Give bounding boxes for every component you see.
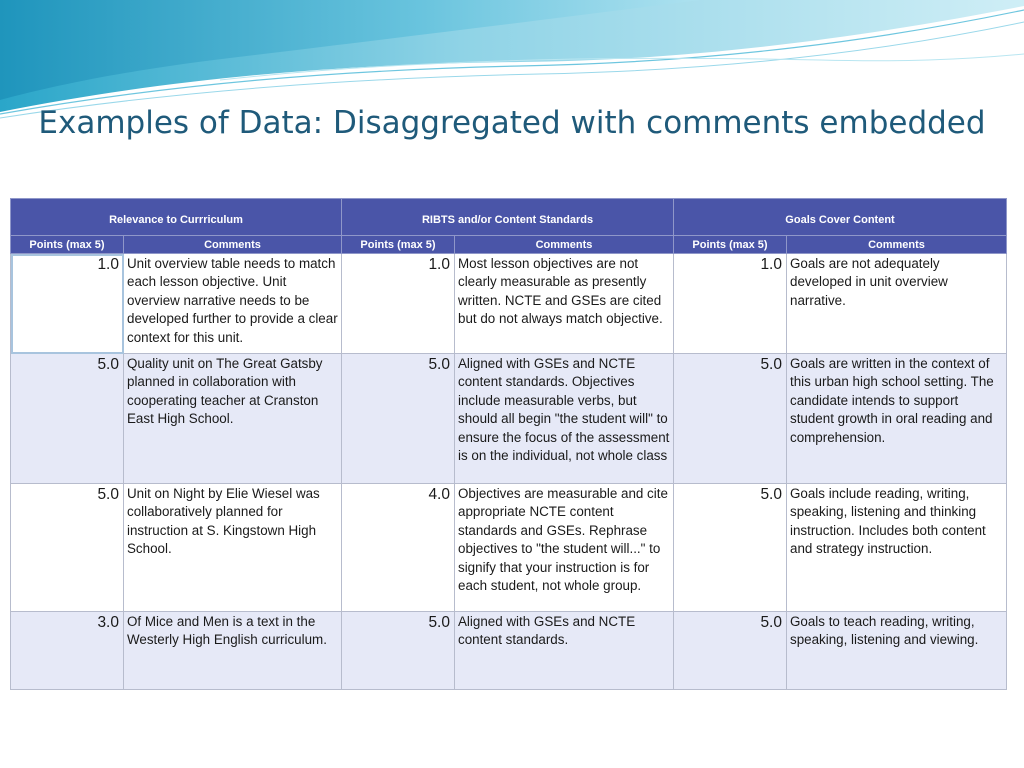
comment-cell: Goals are not adequately developed in unit overview narrative. [787,254,1007,354]
sub-header-row [11,236,1007,254]
points-header: Points (max 5) [674,236,787,254]
data-table [10,198,1007,690]
points-cell: 5.0 [674,612,787,690]
comments-header: Comments [124,236,342,254]
table-row [11,612,1007,690]
comments-header: Comments [787,236,1007,254]
points-cell: 5.0 [674,484,787,612]
slide-title: Examples of Data: Disaggregated with comments embedded [38,105,986,141]
comment-cell: Aligned with GSEs and NCTE content standards. Objectives include measurable verbs, but should all begin "the student will" to ensure the focus of the assessment is on the individual, not whole class [455,354,674,484]
table-row [11,354,1007,484]
comment-cell: Objectives are measurable and cite appropriate NCTE content standards and GSEs. Rephrase objectives to "the student will..." to signify that your instruction is for each student, not whole group. [455,484,674,612]
comment-cell: Goals include reading, writing, speaking, listening and thinking instruction. Includes both content and strategy instruction. [787,484,1007,612]
group-header-row [11,199,1007,236]
comment-cell: Most lesson objectives are not clearly measurable as presently written. NCTE and GSEs are cited but do not always match objective. [455,254,674,354]
points-cell: 1.0 [674,254,787,354]
points-cell: 1.0 [11,254,124,354]
comments-header: Comments [455,236,674,254]
points-header: Points (max 5) [11,236,124,254]
group-header: RIBTS and/or Content Standards [342,199,674,236]
points-cell: 5.0 [11,354,124,484]
group-header: Relevance to Currriculum [11,199,342,236]
points-header: Points (max 5) [342,236,455,254]
points-cell: 4.0 [342,484,455,612]
points-cell: 5.0 [674,354,787,484]
points-cell: 5.0 [11,484,124,612]
points-cell: 5.0 [342,612,455,690]
data-table-container [10,198,1006,684]
comment-cell: Unit on Night by Elie Wiesel was collaboratively planned for instruction at S. Kingstown High School. [124,484,342,612]
points-cell: 1.0 [342,254,455,354]
comment-cell: Aligned with GSEs and NCTE content standards. [455,612,674,690]
points-cell: 5.0 [342,354,455,484]
table-row [11,254,1007,354]
comment-cell: Goals to teach reading, writing, speaking, listening and viewing. [787,612,1007,690]
table-row [11,484,1007,612]
points-cell: 3.0 [11,612,124,690]
comment-cell: Of Mice and Men is a text in the Westerly High English curriculum. [124,612,342,690]
comment-cell: Quality unit on The Great Gatsby planned in collaboration with cooperating teacher at Cranston East High School. [124,354,342,484]
group-header: Goals Cover Content [674,199,1007,236]
comment-cell: Unit overview table needs to match each lesson objective. Unit overview narrative needs to be developed further to provide a clear context for this unit. [124,254,342,354]
comment-cell: Goals are written in the context of this urban high school setting. The candidate intends to support student growth in oral reading and comprehension. [787,354,1007,484]
